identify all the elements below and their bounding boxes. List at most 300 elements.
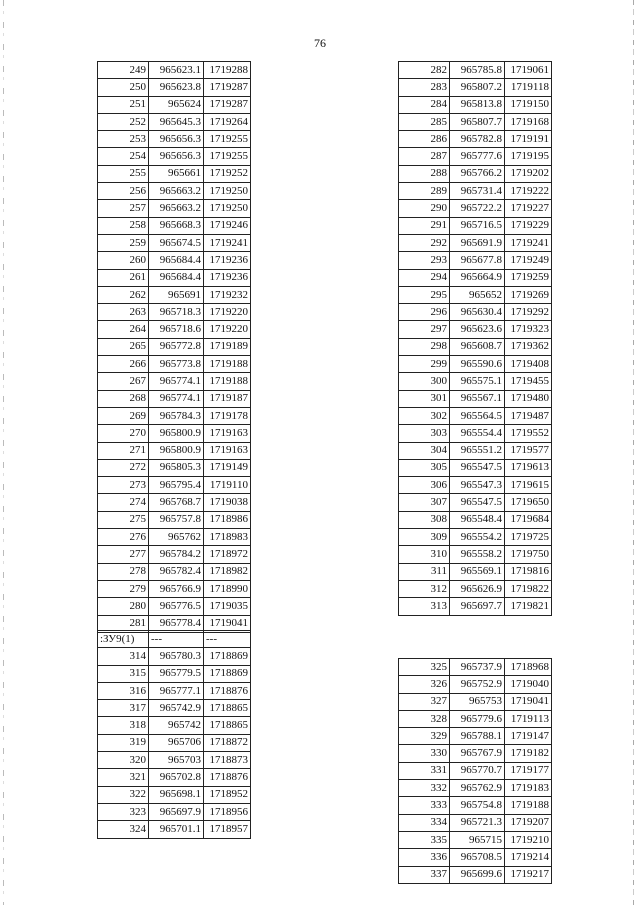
table-row (399, 200, 552, 217)
y-coordinate-cell: 1719220 (204, 321, 251, 338)
y-coordinate-cell: 1719163 (204, 425, 251, 442)
x-coordinate-cell: 965742 (149, 717, 204, 734)
x-coordinate-cell: 965569.1 (450, 563, 505, 580)
table-row (98, 183, 251, 200)
x-coordinate-cell: 965656.3 (149, 131, 204, 148)
y-coordinate-cell: 1719232 (204, 286, 251, 303)
point-number-cell: 249 (98, 62, 149, 79)
coordinates-table-4 (398, 658, 552, 884)
point-number-cell: 266 (98, 356, 149, 373)
scan-edge-left (3, 0, 4, 905)
table-row (98, 598, 251, 615)
y-coordinate-cell: 1719168 (505, 113, 552, 130)
y-coordinate-cell: 1718869 (204, 665, 251, 682)
x-coordinate-cell: 965773.8 (149, 356, 204, 373)
table-row (98, 769, 251, 786)
x-coordinate-cell: 965777.6 (450, 148, 505, 165)
point-number-cell: 292 (399, 234, 450, 251)
table-row (98, 131, 251, 148)
y-coordinate-cell: 1719188 (204, 356, 251, 373)
y-coordinate-cell: 1718986 (204, 511, 251, 528)
table-row (399, 529, 552, 546)
y-coordinate-cell: 1718982 (204, 563, 251, 580)
y-coordinate-cell: 1719202 (505, 165, 552, 182)
point-number-cell: 258 (98, 217, 149, 234)
x-coordinate-cell: 965623.6 (450, 321, 505, 338)
x-coordinate-cell: 965701.1 (149, 821, 204, 838)
point-number-cell: 328 (399, 710, 450, 727)
point-number-cell: 268 (98, 390, 149, 407)
y-coordinate-cell: 1719182 (505, 745, 552, 762)
y-coordinate-cell: 1719040 (505, 676, 552, 693)
table-row (98, 356, 251, 373)
x-coordinate-cell: 965567.1 (450, 390, 505, 407)
x-coordinate-cell: 965677.8 (450, 252, 505, 269)
table-row (399, 459, 552, 476)
x-coordinate-cell: 965703 (149, 752, 204, 769)
point-number-cell: 319 (98, 734, 149, 751)
y-coordinate-cell: 1719408 (505, 356, 552, 373)
point-number-cell: 263 (98, 304, 149, 321)
table-row (399, 373, 552, 390)
x-coordinate-cell: 965697.7 (450, 598, 505, 615)
y-coordinate-cell: 1719195 (505, 148, 552, 165)
coordinates-table-1 (97, 61, 251, 633)
y-coordinate-cell: 1719255 (204, 148, 251, 165)
table-row (399, 79, 552, 96)
point-number-cell: 275 (98, 511, 149, 528)
x-coordinate-cell: 965684.4 (149, 252, 204, 269)
x-coordinate-cell: 965721.3 (450, 814, 505, 831)
y-coordinate-cell: 1718956 (204, 803, 251, 820)
y-coordinate-cell: 1719229 (505, 217, 552, 234)
y-coordinate-cell: 1719750 (505, 546, 552, 563)
table-row (399, 797, 552, 814)
y-coordinate-cell: 1718873 (204, 752, 251, 769)
y-coordinate-cell: 1719487 (505, 407, 552, 424)
x-coordinate-cell: 965551.2 (450, 442, 505, 459)
table-row (399, 866, 552, 883)
point-number-cell: 286 (399, 131, 450, 148)
point-number-cell: 299 (399, 356, 450, 373)
x-coordinate-cell: 965652 (450, 286, 505, 303)
y-coordinate-cell: 1719264 (204, 113, 251, 130)
x-coordinate-cell: 965772.8 (149, 338, 204, 355)
table-row (399, 113, 552, 130)
point-number-cell: 308 (399, 511, 450, 528)
point-number-cell: 332 (399, 780, 450, 797)
coordinates-table-3 (97, 630, 251, 839)
point-number-cell: 333 (399, 797, 450, 814)
x-coordinate-cell: 965547.5 (450, 494, 505, 511)
table-row (98, 79, 251, 96)
x-coordinate-cell: 965663.2 (149, 183, 204, 200)
y-coordinate-cell: 1719241 (204, 234, 251, 251)
x-coordinate-cell: 965784.3 (149, 407, 204, 424)
x-coordinate-cell: 965752.9 (450, 676, 505, 693)
coordinates-table-2 (398, 61, 552, 616)
table-row (98, 494, 251, 511)
table-row (399, 96, 552, 113)
point-number-cell: 259 (98, 234, 149, 251)
point-number-cell: 289 (399, 183, 450, 200)
x-coordinate-cell: 965697.9 (149, 803, 204, 820)
x-coordinate-cell: 965807.7 (450, 113, 505, 130)
y-coordinate-cell: 1719214 (505, 849, 552, 866)
point-number-cell: 311 (399, 563, 450, 580)
x-coordinate-cell: 965706 (149, 734, 204, 751)
point-number-cell: 301 (399, 390, 450, 407)
x-coordinate-cell: 965575.1 (450, 373, 505, 390)
y-coordinate-cell: 1719252 (204, 165, 251, 182)
table-row (399, 356, 552, 373)
x-coordinate-cell: 965715 (450, 831, 505, 848)
x-coordinate-cell: 965766.2 (450, 165, 505, 182)
table-row (98, 580, 251, 597)
table-row (98, 700, 251, 717)
table-row (98, 148, 251, 165)
table-row (399, 390, 552, 407)
point-number-cell: 278 (98, 563, 149, 580)
x-coordinate-cell: 965779.6 (450, 710, 505, 727)
table-row (98, 407, 251, 424)
table-row (399, 762, 552, 779)
table-row (399, 676, 552, 693)
point-number-cell: 271 (98, 442, 149, 459)
table-row (98, 165, 251, 182)
table-row (98, 373, 251, 390)
table-row (399, 780, 552, 797)
table-row (98, 682, 251, 699)
point-number-cell: 291 (399, 217, 450, 234)
point-number-cell: 283 (399, 79, 450, 96)
table-row (399, 131, 552, 148)
x-coordinate-cell: 965762.9 (450, 780, 505, 797)
x-coordinate-cell: 965774.1 (149, 390, 204, 407)
point-number-cell: 302 (399, 407, 450, 424)
x-coordinate-cell: 965753 (450, 693, 505, 710)
y-coordinate-cell: 1719684 (505, 511, 552, 528)
plot-header-row (98, 631, 251, 648)
point-number-cell: 272 (98, 459, 149, 476)
table-row (98, 200, 251, 217)
table-row (399, 165, 552, 182)
point-number-cell: 255 (98, 165, 149, 182)
y-coordinate-cell: 1719816 (505, 563, 552, 580)
table-row (399, 407, 552, 424)
y-coordinate-cell: 1719150 (505, 96, 552, 113)
y-coordinate-cell: 1719552 (505, 425, 552, 442)
point-number-cell: 290 (399, 200, 450, 217)
table-row (399, 442, 552, 459)
table-row (98, 717, 251, 734)
x-coordinate-cell: 965770.7 (450, 762, 505, 779)
table-row (98, 459, 251, 476)
table-row (98, 752, 251, 769)
y-coordinate-cell: 1718990 (204, 580, 251, 597)
table-row (98, 96, 251, 113)
point-number-cell: 252 (98, 113, 149, 130)
y-coordinate-cell: 1718876 (204, 769, 251, 786)
table-row (98, 113, 251, 130)
x-coordinate-cell: 965554.2 (450, 529, 505, 546)
x-coordinate-cell: 965663.2 (149, 200, 204, 217)
y-coordinate-cell: 1718869 (204, 648, 251, 665)
table-row (399, 563, 552, 580)
x-coordinate-cell: 965623.1 (149, 62, 204, 79)
scan-edge-right (633, 0, 634, 905)
table-row (399, 477, 552, 494)
y-coordinate-cell: 1719207 (505, 814, 552, 831)
table-row (98, 821, 251, 838)
table-row (399, 849, 552, 866)
point-number-cell: 267 (98, 373, 149, 390)
page-number: 76 (314, 36, 326, 50)
x-coordinate-cell: 965626.9 (450, 580, 505, 597)
x-coordinate-cell: 965800.9 (149, 425, 204, 442)
x-coordinate-cell: 965777.1 (149, 682, 204, 699)
point-number-cell: 323 (98, 803, 149, 820)
point-number-cell: 305 (399, 459, 450, 476)
x-coordinate-cell: 965691 (149, 286, 204, 303)
table-row (399, 304, 552, 321)
table-row (399, 148, 552, 165)
point-number-cell: 279 (98, 580, 149, 597)
table-row (399, 217, 552, 234)
x-coordinate-cell: 965668.3 (149, 217, 204, 234)
table-row (98, 803, 251, 820)
y-coordinate-cell: 1718876 (204, 682, 251, 699)
point-number-cell: 277 (98, 546, 149, 563)
table-row (98, 252, 251, 269)
point-number-cell: 262 (98, 286, 149, 303)
x-coordinate-cell: 965754.8 (450, 797, 505, 814)
x-coordinate-cell: 965624 (149, 96, 204, 113)
point-number-cell: 257 (98, 200, 149, 217)
y-coordinate-cell: 1719163 (204, 442, 251, 459)
y-coordinate-cell: 1719061 (505, 62, 552, 79)
x-coordinate-cell: 965699.6 (450, 866, 505, 883)
table-row (98, 338, 251, 355)
point-number-cell: 295 (399, 286, 450, 303)
point-number-cell: 265 (98, 338, 149, 355)
point-number-cell: 285 (399, 113, 450, 130)
y-coordinate-cell: 1719577 (505, 442, 552, 459)
table-row (98, 304, 251, 321)
y-coordinate-cell: 1719323 (505, 321, 552, 338)
point-number-cell: 335 (399, 831, 450, 848)
point-number-cell: 270 (98, 425, 149, 442)
point-number-cell: 334 (399, 814, 450, 831)
point-number-cell: 320 (98, 752, 149, 769)
table-row (399, 814, 552, 831)
y-coordinate-cell: 1719480 (505, 390, 552, 407)
point-number-cell: 261 (98, 269, 149, 286)
table-row (399, 580, 552, 597)
x-coordinate-cell: 965558.2 (450, 546, 505, 563)
y-coordinate-cell: 1719191 (505, 131, 552, 148)
x-coordinate-cell: 965780.3 (149, 648, 204, 665)
x-coordinate-cell: 965785.8 (450, 62, 505, 79)
x-coordinate-cell: 965702.8 (149, 769, 204, 786)
table-row (98, 321, 251, 338)
table-row (98, 62, 251, 79)
y-coordinate-cell: 1719259 (505, 269, 552, 286)
x-coordinate-cell: 965656.3 (149, 148, 204, 165)
y-coordinate-cell: 1719246 (204, 217, 251, 234)
point-number-cell: 250 (98, 79, 149, 96)
x-coordinate-cell: 965590.6 (450, 356, 505, 373)
x-coordinate-cell: 965757.8 (149, 511, 204, 528)
table-row (399, 598, 552, 615)
y-coordinate-cell: 1719287 (204, 79, 251, 96)
point-number-cell: 269 (98, 407, 149, 424)
x-coordinate-cell: 965731.4 (450, 183, 505, 200)
y-coordinate-cell: 1719149 (204, 459, 251, 476)
table-row (98, 390, 251, 407)
y-coordinate-cell: 1719236 (204, 269, 251, 286)
table-row (399, 338, 552, 355)
point-number-cell: 337 (399, 866, 450, 883)
x-coordinate-cell: 965664.9 (450, 269, 505, 286)
y-coordinate-cell: 1719615 (505, 477, 552, 494)
point-number-cell: 298 (399, 338, 450, 355)
table-row (399, 693, 552, 710)
point-number-cell: 307 (399, 494, 450, 511)
table-row (98, 511, 251, 528)
y-coordinate-cell: 1719250 (204, 200, 251, 217)
table-row (98, 786, 251, 803)
y-coordinate-cell: 1719041 (204, 615, 251, 632)
point-number-cell: 294 (399, 269, 450, 286)
point-number-cell: 325 (399, 659, 450, 676)
table-row (98, 269, 251, 286)
y-coordinate-cell: 1718865 (204, 700, 251, 717)
point-number-cell: 336 (399, 849, 450, 866)
x-coordinate-cell: 965742.9 (149, 700, 204, 717)
point-number-cell: 251 (98, 96, 149, 113)
table-row (98, 442, 251, 459)
x-coordinate-cell: 965691.9 (450, 234, 505, 251)
table-row (399, 62, 552, 79)
table-row (399, 494, 552, 511)
point-number-cell: 296 (399, 304, 450, 321)
x-coordinate-cell: 965737.9 (450, 659, 505, 676)
x-coordinate-cell: 965554.4 (450, 425, 505, 442)
point-number-cell: 287 (399, 148, 450, 165)
point-number-cell: 317 (98, 700, 149, 717)
header-cell: --- (149, 631, 204, 648)
table-row (98, 234, 251, 251)
point-number-cell: 309 (399, 529, 450, 546)
table-row (399, 234, 552, 251)
x-coordinate-cell: 965800.9 (149, 442, 204, 459)
point-number-cell: 306 (399, 477, 450, 494)
table-row (98, 734, 251, 751)
point-number-cell: 331 (399, 762, 450, 779)
y-coordinate-cell: 1719362 (505, 338, 552, 355)
x-coordinate-cell: 965716.5 (450, 217, 505, 234)
point-number-cell: 316 (98, 682, 149, 699)
table-row (399, 511, 552, 528)
point-number-cell: 274 (98, 494, 149, 511)
y-coordinate-cell: 1718972 (204, 546, 251, 563)
x-coordinate-cell: 965762 (149, 529, 204, 546)
x-coordinate-cell: 965718.6 (149, 321, 204, 338)
table-row (98, 665, 251, 682)
point-number-cell: 264 (98, 321, 149, 338)
y-coordinate-cell: 1719227 (505, 200, 552, 217)
point-number-cell: 288 (399, 165, 450, 182)
y-coordinate-cell: 1718952 (204, 786, 251, 803)
point-number-cell: 282 (399, 62, 450, 79)
point-number-cell: 297 (399, 321, 450, 338)
x-coordinate-cell: 965767.9 (450, 745, 505, 762)
x-coordinate-cell: 965645.3 (149, 113, 204, 130)
y-coordinate-cell: 1719147 (505, 728, 552, 745)
point-number-cell: 256 (98, 183, 149, 200)
y-coordinate-cell: 1718872 (204, 734, 251, 751)
table-row (98, 217, 251, 234)
point-number-cell: 321 (98, 769, 149, 786)
y-coordinate-cell: 1719650 (505, 494, 552, 511)
table-row (399, 546, 552, 563)
table-row (399, 252, 552, 269)
y-coordinate-cell: 1719189 (204, 338, 251, 355)
y-coordinate-cell: 1719118 (505, 79, 552, 96)
x-coordinate-cell: 965805.3 (149, 459, 204, 476)
y-coordinate-cell: 1719821 (505, 598, 552, 615)
point-number-cell: 315 (98, 665, 149, 682)
y-coordinate-cell: 1719035 (204, 598, 251, 615)
y-coordinate-cell: 1719288 (204, 62, 251, 79)
point-number-cell: 330 (399, 745, 450, 762)
table-row (399, 425, 552, 442)
point-number-cell: 254 (98, 148, 149, 165)
point-number-cell: 281 (98, 615, 149, 632)
table-row (399, 728, 552, 745)
point-number-cell: 312 (399, 580, 450, 597)
point-number-cell: 276 (98, 529, 149, 546)
y-coordinate-cell: 1719188 (204, 373, 251, 390)
table-row (98, 529, 251, 546)
table-row (98, 477, 251, 494)
x-coordinate-cell: 965547.3 (450, 477, 505, 494)
point-number-cell: 314 (98, 648, 149, 665)
y-coordinate-cell: 1719255 (204, 131, 251, 148)
x-coordinate-cell: 965807.2 (450, 79, 505, 96)
y-coordinate-cell: 1719287 (204, 96, 251, 113)
y-coordinate-cell: 1719236 (204, 252, 251, 269)
table-row (399, 659, 552, 676)
x-coordinate-cell: 965708.5 (450, 849, 505, 866)
x-coordinate-cell: 965623.8 (149, 79, 204, 96)
y-coordinate-cell: 1719613 (505, 459, 552, 476)
table-row (98, 546, 251, 563)
point-number-cell: 293 (399, 252, 450, 269)
table-row (98, 286, 251, 303)
point-number-cell: 318 (98, 717, 149, 734)
y-coordinate-cell: 1719455 (505, 373, 552, 390)
x-coordinate-cell: 965661 (149, 165, 204, 182)
point-number-cell: 260 (98, 252, 149, 269)
x-coordinate-cell: 965784.2 (149, 546, 204, 563)
table-row (399, 286, 552, 303)
y-coordinate-cell: 1719292 (505, 304, 552, 321)
y-coordinate-cell: 1719038 (204, 494, 251, 511)
x-coordinate-cell: 965548.4 (450, 511, 505, 528)
y-coordinate-cell: 1719187 (204, 390, 251, 407)
